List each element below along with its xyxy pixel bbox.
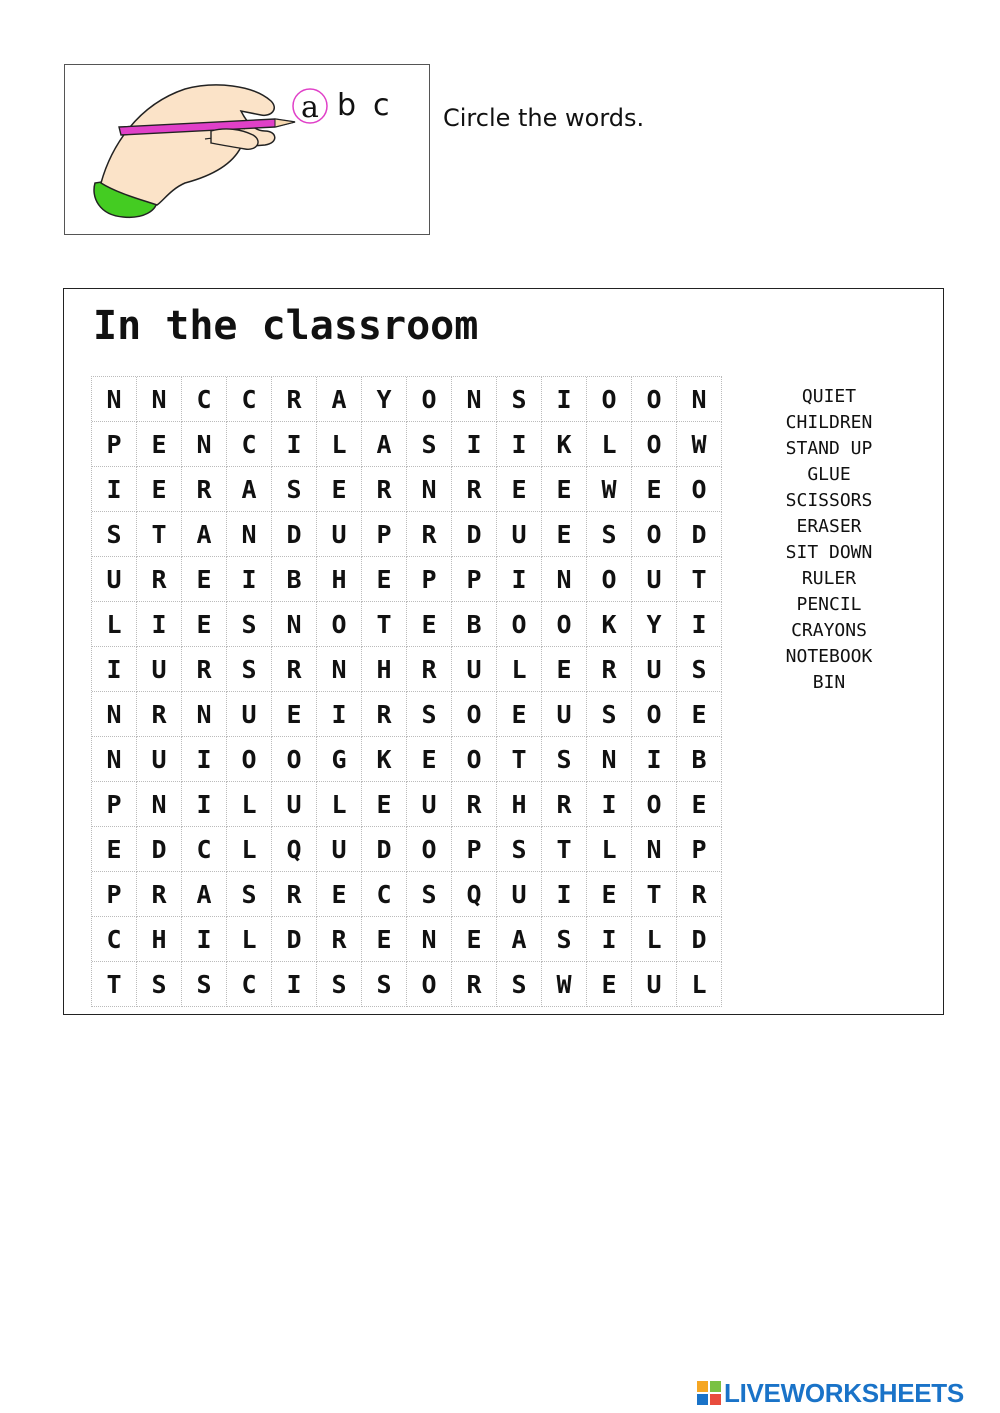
grid-cell[interactable]: R <box>407 512 452 557</box>
grid-cell[interactable]: N <box>317 647 362 692</box>
grid-cell[interactable]: L <box>227 827 272 872</box>
grid-cell[interactable]: U <box>407 782 452 827</box>
grid-cell[interactable]: D <box>677 512 722 557</box>
grid-cell[interactable]: R <box>272 377 317 422</box>
word-list-item: ERASER <box>796 516 862 537</box>
grid-cell[interactable]: N <box>227 512 272 557</box>
grid-cell[interactable]: D <box>272 917 317 962</box>
grid-cell[interactable]: T <box>632 872 677 917</box>
word-list-item: RULER <box>801 568 857 589</box>
grid-cell[interactable]: B <box>677 737 722 782</box>
grid-cell[interactable]: O <box>272 737 317 782</box>
grid-cell[interactable]: E <box>362 557 407 602</box>
grid-cell[interactable]: R <box>317 917 362 962</box>
grid-cell[interactable]: U <box>92 557 137 602</box>
grid-cell[interactable]: B <box>272 557 317 602</box>
grid-cell[interactable]: S <box>407 872 452 917</box>
grid-cell[interactable]: O <box>452 692 497 737</box>
grid-cell[interactable]: L <box>92 602 137 647</box>
grid-cell[interactable]: O <box>632 377 677 422</box>
grid-cell[interactable]: I <box>542 872 587 917</box>
grid-cell[interactable]: R <box>182 647 227 692</box>
grid-cell[interactable]: N <box>632 827 677 872</box>
grid-cell[interactable]: E <box>317 872 362 917</box>
grid-cell[interactable]: A <box>182 872 227 917</box>
grid-cell[interactable]: C <box>182 827 227 872</box>
grid-cell[interactable]: D <box>272 512 317 557</box>
grid-cell[interactable]: S <box>182 962 227 1007</box>
grid-cell[interactable]: K <box>542 422 587 467</box>
grid-cell[interactable]: U <box>497 512 542 557</box>
grid-cell[interactable]: O <box>407 962 452 1007</box>
grid-cell[interactable]: L <box>227 917 272 962</box>
grid-cell[interactable]: R <box>452 782 497 827</box>
grid-cell[interactable]: E <box>497 692 542 737</box>
grid-cell[interactable]: P <box>92 782 137 827</box>
svg-text:a: a <box>301 90 319 125</box>
grid-cell[interactable]: I <box>92 647 137 692</box>
grid-cell[interactable]: I <box>272 422 317 467</box>
grid-cell[interactable]: L <box>497 647 542 692</box>
grid-cell[interactable]: E <box>407 602 452 647</box>
grid-cell[interactable]: B <box>452 602 497 647</box>
word-list-item: PENCIL <box>796 594 862 615</box>
grid-cell[interactable]: O <box>542 602 587 647</box>
grid-cell[interactable]: T <box>677 557 722 602</box>
grid-cell[interactable]: E <box>452 917 497 962</box>
grid-cell[interactable]: C <box>227 962 272 1007</box>
grid-cell[interactable]: O <box>497 602 542 647</box>
grid-cell[interactable]: E <box>137 422 182 467</box>
grid-cell[interactable]: E <box>497 467 542 512</box>
grid-cell[interactable]: H <box>137 917 182 962</box>
grid-cell[interactable]: N <box>182 692 227 737</box>
grid-cell[interactable]: S <box>497 962 542 1007</box>
grid-cell[interactable]: N <box>452 377 497 422</box>
grid-cell[interactable]: L <box>677 962 722 1007</box>
grid-cell[interactable]: L <box>632 917 677 962</box>
grid-cell[interactable]: A <box>362 422 407 467</box>
grid-cell[interactable]: U <box>272 782 317 827</box>
grid-cell[interactable]: Q <box>452 872 497 917</box>
grid-cell[interactable]: W <box>587 467 632 512</box>
grid-cell[interactable]: T <box>137 512 182 557</box>
grid-cell[interactable]: D <box>362 827 407 872</box>
word-list-item: GLUE <box>807 464 851 485</box>
grid-cell[interactable]: O <box>632 692 677 737</box>
grid-cell[interactable]: S <box>497 377 542 422</box>
grid-cell[interactable]: D <box>137 827 182 872</box>
grid-cell[interactable]: O <box>677 467 722 512</box>
grid-cell[interactable]: R <box>137 557 182 602</box>
grid-cell[interactable]: N <box>677 377 722 422</box>
brand-footer <box>697 1378 964 1408</box>
grid-cell[interactable]: O <box>632 512 677 557</box>
grid-cell[interactable]: R <box>587 647 632 692</box>
grid-cell[interactable]: E <box>587 872 632 917</box>
word-list-item: BIN <box>812 672 846 693</box>
grid-cell[interactable]: N <box>272 602 317 647</box>
grid-cell[interactable]: S <box>407 692 452 737</box>
instruction-illustration <box>64 64 430 235</box>
grid-cell[interactable]: R <box>272 872 317 917</box>
word-list-item: CRAYONS <box>791 620 867 641</box>
grid-cell[interactable]: I <box>497 557 542 602</box>
grid-cell[interactable]: U <box>137 737 182 782</box>
grid-cell[interactable]: I <box>92 467 137 512</box>
grid-cell[interactable]: E <box>677 782 722 827</box>
grid-cell[interactable]: E <box>362 917 407 962</box>
grid-cell[interactable]: S <box>497 827 542 872</box>
word-list-item: QUIET <box>801 386 857 407</box>
grid-cell[interactable]: N <box>542 557 587 602</box>
grid-cell[interactable]: P <box>92 872 137 917</box>
grid-cell[interactable]: I <box>182 737 227 782</box>
grid-cell[interactable]: N <box>137 782 182 827</box>
grid-cell[interactable]: O <box>632 782 677 827</box>
grid-cell[interactable]: O <box>587 557 632 602</box>
grid-cell[interactable]: N <box>182 422 227 467</box>
grid-cell[interactable]: H <box>317 557 362 602</box>
grid-cell[interactable]: L <box>587 422 632 467</box>
grid-cell[interactable]: E <box>542 512 587 557</box>
grid-cell[interactable]: P <box>362 512 407 557</box>
grid-cell[interactable]: G <box>317 737 362 782</box>
grid-cell[interactable]: S <box>227 647 272 692</box>
grid-cell[interactable]: I <box>542 377 587 422</box>
grid-cell[interactable]: C <box>227 377 272 422</box>
grid-cell[interactable]: E <box>182 602 227 647</box>
grid-cell[interactable]: U <box>497 872 542 917</box>
grid-cell[interactable]: T <box>362 602 407 647</box>
grid-cell[interactable]: U <box>452 647 497 692</box>
grid-cell[interactable]: A <box>317 377 362 422</box>
grid-cell[interactable]: Q <box>272 827 317 872</box>
grid-cell[interactable]: S <box>587 692 632 737</box>
grid-cell[interactable]: U <box>137 647 182 692</box>
grid-cell[interactable]: I <box>317 692 362 737</box>
brand-label: LIVEWORKSHEETS <box>724 1377 964 1408</box>
grid-cell[interactable]: O <box>317 602 362 647</box>
grid-cell[interactable]: I <box>632 737 677 782</box>
grid-cell[interactable]: E <box>272 692 317 737</box>
grid-cell[interactable]: U <box>227 692 272 737</box>
grid-cell[interactable]: C <box>362 872 407 917</box>
grid-cell[interactable]: U <box>317 827 362 872</box>
grid-cell[interactable]: N <box>407 917 452 962</box>
grid-cell[interactable]: R <box>272 647 317 692</box>
grid-cell[interactable]: O <box>587 377 632 422</box>
grid-cell[interactable]: S <box>362 962 407 1007</box>
grid-cell[interactable]: S <box>587 512 632 557</box>
grid-cell[interactable]: E <box>92 827 137 872</box>
grid-cell[interactable]: C <box>227 422 272 467</box>
grid-cell[interactable]: E <box>542 647 587 692</box>
grid-cell[interactable]: O <box>452 737 497 782</box>
grid-cell[interactable]: U <box>542 692 587 737</box>
instruction-text: Circle the words. <box>443 104 645 132</box>
grid-cell[interactable]: I <box>587 917 632 962</box>
grid-cell[interactable]: L <box>587 827 632 872</box>
grid-cell[interactable]: H <box>362 647 407 692</box>
grid-cell[interactable]: T <box>92 962 137 1007</box>
grid-cell[interactable]: S <box>317 962 362 1007</box>
grid-cell[interactable]: E <box>317 467 362 512</box>
puzzle-title: In the classroom <box>93 303 479 349</box>
grid-cell[interactable]: C <box>92 917 137 962</box>
grid-cell[interactable]: P <box>677 827 722 872</box>
grid-cell[interactable]: R <box>542 782 587 827</box>
grid-cell[interactable]: P <box>407 557 452 602</box>
grid-cell[interactable]: P <box>452 827 497 872</box>
grid-cell[interactable]: S <box>677 647 722 692</box>
word-list-item: CHILDREN <box>785 412 873 433</box>
grid-cell[interactable]: U <box>632 647 677 692</box>
grid-cell[interactable]: U <box>632 962 677 1007</box>
word-list-item: SCISSORS <box>785 490 873 511</box>
word-search-grid <box>91 376 722 1007</box>
grid-cell[interactable]: E <box>632 467 677 512</box>
grid-cell[interactable]: R <box>362 467 407 512</box>
grid-cell[interactable]: D <box>677 917 722 962</box>
word-list-item: SIT DOWN <box>785 542 873 563</box>
grid-cell[interactable]: T <box>542 827 587 872</box>
grid-cell[interactable]: H <box>497 782 542 827</box>
grid-cell[interactable]: W <box>677 422 722 467</box>
grid-cell[interactable]: K <box>362 737 407 782</box>
grid-cell[interactable]: R <box>407 647 452 692</box>
grid-cell[interactable]: A <box>227 467 272 512</box>
grid-cell[interactable]: L <box>317 782 362 827</box>
grid-cell[interactable]: R <box>137 692 182 737</box>
grid-cell[interactable]: R <box>677 872 722 917</box>
grid-cell[interactable]: N <box>587 737 632 782</box>
grid-cell[interactable]: E <box>362 782 407 827</box>
grid-cell[interactable]: N <box>92 737 137 782</box>
grid-cell[interactable]: N <box>92 377 137 422</box>
grid-cell[interactable]: E <box>137 467 182 512</box>
grid-cell[interactable]: E <box>182 557 227 602</box>
grid-cell[interactable]: E <box>677 692 722 737</box>
grid-cell[interactable]: N <box>92 692 137 737</box>
grid-cell[interactable]: Y <box>632 602 677 647</box>
word-list <box>760 384 898 696</box>
hand-writing-pencil-icon <box>65 65 431 236</box>
grid-cell[interactable]: S <box>542 917 587 962</box>
grid-cell[interactable]: I <box>452 422 497 467</box>
grid-cell[interactable]: I <box>497 422 542 467</box>
grid-cell[interactable]: U <box>317 512 362 557</box>
grid-cell[interactable]: P <box>452 557 497 602</box>
grid-cell[interactable]: S <box>272 467 317 512</box>
grid-cell[interactable]: K <box>587 602 632 647</box>
grid-cell[interactable]: R <box>362 692 407 737</box>
grid-cell[interactable]: I <box>677 602 722 647</box>
grid-cell[interactable]: R <box>182 467 227 512</box>
grid-cell[interactable]: L <box>227 782 272 827</box>
svg-text:b: b <box>337 88 357 123</box>
grid-cell[interactable]: S <box>407 422 452 467</box>
grid-cell[interactable]: R <box>452 962 497 1007</box>
grid-cell[interactable]: I <box>272 962 317 1007</box>
grid-cell[interactable]: O <box>632 422 677 467</box>
grid-cell[interactable]: U <box>632 557 677 602</box>
grid-cell[interactable]: R <box>137 872 182 917</box>
word-list-item: NOTEBOOK <box>785 646 873 667</box>
grid-cell[interactable]: R <box>452 467 497 512</box>
grid-cell[interactable]: S <box>542 737 587 782</box>
grid-cell[interactable]: P <box>92 422 137 467</box>
grid-cell[interactable]: D <box>452 512 497 557</box>
grid-cell[interactable]: I <box>227 557 272 602</box>
grid-cell[interactable]: A <box>497 917 542 962</box>
grid-cell[interactable]: O <box>407 377 452 422</box>
grid-cell[interactable]: I <box>182 782 227 827</box>
grid-cell[interactable]: L <box>317 422 362 467</box>
grid-cell[interactable]: S <box>227 602 272 647</box>
grid-cell[interactable]: S <box>92 512 137 557</box>
grid-cell[interactable]: W <box>542 962 587 1007</box>
grid-cell[interactable]: E <box>587 962 632 1007</box>
grid-cell[interactable]: Y <box>362 377 407 422</box>
grid-cell[interactable]: I <box>137 602 182 647</box>
grid-cell[interactable]: C <box>182 377 227 422</box>
grid-cell[interactable]: N <box>137 377 182 422</box>
grid-cell[interactable]: O <box>227 737 272 782</box>
grid-cell[interactable]: I <box>182 917 227 962</box>
liveworksheets-logo-icon <box>697 1381 721 1405</box>
svg-text:c: c <box>373 88 390 123</box>
grid-cell[interactable]: S <box>137 962 182 1007</box>
grid-cell[interactable]: N <box>407 467 452 512</box>
grid-cell[interactable]: E <box>542 467 587 512</box>
grid-cell[interactable]: I <box>587 782 632 827</box>
grid-cell[interactable]: A <box>182 512 227 557</box>
word-list-item: STAND UP <box>785 438 873 459</box>
grid-cell[interactable]: S <box>227 872 272 917</box>
grid-cell[interactable]: T <box>497 737 542 782</box>
grid-cell[interactable]: E <box>407 737 452 782</box>
grid-cell[interactable]: O <box>407 827 452 872</box>
